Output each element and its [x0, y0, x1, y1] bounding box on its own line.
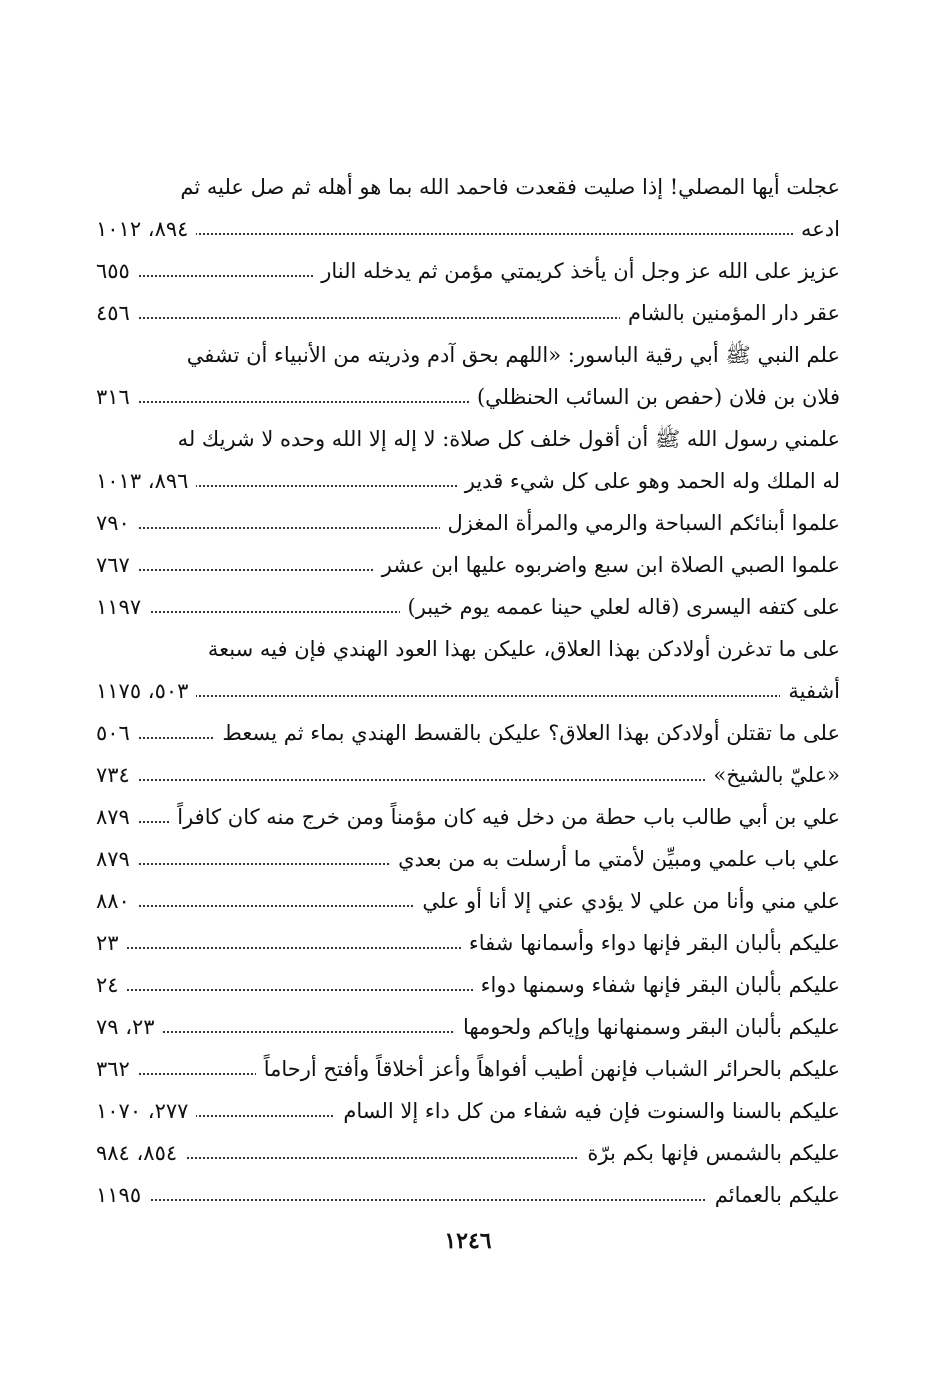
- entry-text: ادعه: [793, 208, 840, 250]
- index-entry: [96, 796, 840, 838]
- entry-text: عليكم بألبان البقر وسمنهانها وإياكم ولحومها: [455, 1006, 840, 1048]
- entry-text: علمني رسول الله ﷺ أن أقول خلف كل صلاة: لا إله إلا الله وحده لا شريك له: [96, 418, 840, 460]
- index-entry: [96, 544, 840, 586]
- entry-text: عليكم بالحرائر الشباب فإنهن أطيب أفواهاً وأعز أخلاقاً وأفتح أرحاماً: [256, 1048, 840, 1090]
- index-entry: [96, 670, 840, 712]
- entry-pages: ٢٧٧، ١٠٧٠: [96, 1090, 196, 1132]
- entry-text: عليكم بألبان البقر فإنها دواء وأسمانها شفاء: [461, 922, 840, 964]
- entry-text: عليكم بالسنا والسنوت فإن فيه شفاء من كل داء إلا السام: [335, 1090, 840, 1132]
- entry-text: عقر دار المؤمنين بالشام: [620, 292, 840, 334]
- entry-text: علي بن أبي طالب باب حطة من دخل فيه كان مؤمناً ومن خرج منه كان كافراً: [169, 796, 840, 838]
- index-entry: [96, 1174, 840, 1216]
- entry-text: عليكم بالعمائم: [707, 1174, 840, 1216]
- entry-pages: ٧٣٤: [96, 754, 138, 796]
- index-entry: [96, 166, 840, 208]
- entry-pages: ١١٩٧: [96, 586, 149, 628]
- entry-text: عزيز على الله عز وجل أن يأخذ كريمتي مؤمن ثم يدخله النار: [313, 250, 840, 292]
- index-entry: [96, 1090, 840, 1132]
- entry-pages: ٨٥٤، ٩٨٤: [96, 1132, 185, 1174]
- index-entry: [96, 1006, 840, 1048]
- entry-text: على ما تدغرن أولادكن بهذا العلاق، عليكن بهذا العود الهندي فإن فيه سبعة: [96, 628, 840, 670]
- entry-pages: ٦٥٥: [96, 250, 138, 292]
- entry-pages: ٥٠٣، ١١٧٥: [96, 670, 196, 712]
- index-entry: [96, 376, 840, 418]
- index-entry: [96, 292, 840, 334]
- entry-text: على ما تقتلن أولادكن بهذا العلاق؟ عليكن بالقسط الهندي بماء ثم يسعط: [214, 712, 840, 754]
- entry-pages: ٨٧٩: [96, 838, 138, 880]
- index-list: [96, 166, 840, 1216]
- entry-pages: ٢٤: [96, 964, 127, 1006]
- dot-leader: [96, 233, 840, 235]
- page-number: ١٢٤٦: [444, 1228, 492, 1254]
- index-entry: [96, 922, 840, 964]
- entry-text: له الملك وله الحمد وهو على كل شيء قدير: [457, 460, 840, 502]
- entry-text: علي باب علمي ومبيِّن لأمتي ما أرسلت به من بعدي: [390, 838, 840, 880]
- entry-text: عجلت أيها المصلي! إذا صليت فقعدت فاحمد الله بما هو أهله ثم صل عليه ثم: [96, 166, 840, 208]
- index-entry: [96, 1132, 840, 1174]
- entry-pages: ٣٦٢: [96, 1048, 138, 1090]
- entry-pages: ٨٩٦، ١٠١٣: [96, 460, 196, 502]
- entry-pages: ٥٠٦: [96, 712, 138, 754]
- index-entry: [96, 250, 840, 292]
- index-entry: [96, 838, 840, 880]
- entry-pages: ٨٩٤، ١٠١٢: [96, 208, 196, 250]
- index-entry: [96, 460, 840, 502]
- entry-text: علم النبي ﷺ أبي رقية الباسور: «اللهم بحق آدم وذريته من الأنبياء أن تشفي: [96, 334, 840, 376]
- index-entry: [96, 418, 840, 460]
- entry-pages: ٤٥٦: [96, 292, 138, 334]
- index-entry: [96, 1048, 840, 1090]
- entry-text: علموا أبنائكم السباحة والرمي والمرأة المغزل: [440, 502, 840, 544]
- index-entry: [96, 208, 840, 250]
- index-entry: [96, 754, 840, 796]
- entry-pages: ٧٦٧: [96, 544, 138, 586]
- index-entry: [96, 334, 840, 376]
- entry-pages: ٨٧٩: [96, 796, 138, 838]
- entry-text: على كتفه اليسرى (قاله لعلي حينا عممه يوم خيبر): [400, 586, 840, 628]
- entry-text: فلان بن فلان (حفص بن السائب الحنظلي): [469, 376, 840, 418]
- entry-pages: ٢٣، ٧٩: [96, 1006, 163, 1048]
- entry-text: علموا الصبي الصلاة ابن سبع واضربوه عليها ابن عشر: [374, 544, 840, 586]
- entry-text: علي مني وأنا من علي لا يؤدي عني إلا أنا أو علي: [414, 880, 840, 922]
- index-entry: [96, 712, 840, 754]
- entry-text: عليكم بالشمس فإنها بكم برّة: [579, 1132, 840, 1174]
- entry-pages: ٢٣: [96, 922, 127, 964]
- index-entry: [96, 586, 840, 628]
- entry-pages: ٧٩٠: [96, 502, 138, 544]
- dot-leader: [96, 695, 840, 697]
- entry-text: عليكم بألبان البقر فإنها شفاء وسمنها دواء: [473, 964, 840, 1006]
- entry-pages: ٣١٦: [96, 376, 138, 418]
- entry-text: «عليّ بالشيخ»: [705, 754, 840, 796]
- index-entry: [96, 880, 840, 922]
- entry-text: أشفية: [780, 670, 840, 712]
- entry-pages: ١١٩٥: [96, 1174, 149, 1216]
- entry-pages: ٨٨٠: [96, 880, 138, 922]
- index-entry: [96, 628, 840, 670]
- index-entry: [96, 964, 840, 1006]
- index-entry: [96, 502, 840, 544]
